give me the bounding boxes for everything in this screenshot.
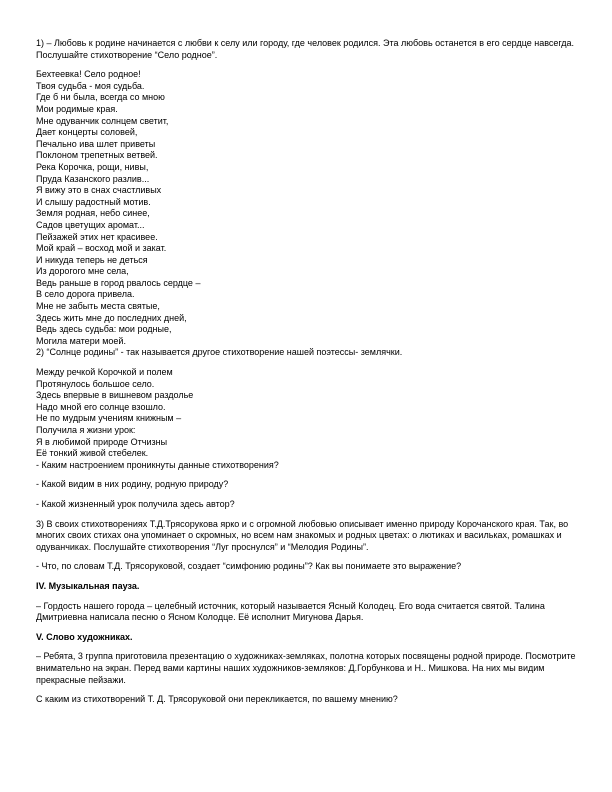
poem-line: Поклоном трепетных ветвей. (36, 150, 158, 161)
poem-line: Мне одуванчик солнцем светит, (36, 115, 169, 126)
poem-solntse-rodiny (36, 367, 576, 460)
poem-line: Её тонкий живой стебелек. (36, 448, 149, 459)
poem-line: В село дорога привела. (36, 289, 135, 300)
poem-line: Земля родная, небо синее, (36, 208, 150, 219)
poem-line: Здесь жить мне до последних дней, (36, 312, 187, 323)
poem-line: Дает концерты соловей, (36, 127, 138, 138)
poem-line: Садов цветущих аромат... (36, 219, 145, 230)
poem-line: Я в любимой природе Отчизны (36, 436, 168, 447)
poem-selo-rodnoe (36, 69, 576, 347)
paragraph-4: – Гордость нашего города – целебный источник, который называется Ясный Колодец. Его вода считается святой. Талина Дмитриевна написала песню о Ясном Колодце. Её исполнит Мигунова Дарья. (36, 600, 545, 623)
question-2: - Какой видим в них родину, родную природу? (36, 479, 229, 490)
section-heading-artists: V. Слово художниках. (36, 631, 133, 642)
paragraph-1: 1) – Любовь к родине начинается с любви к селу или городу, где человек родился. Эта любовь останется в его сердце навсегда. Послушайте стихотворение “Село родное”. (36, 38, 575, 60)
poem-line: Получила я жизни урок: (36, 425, 136, 435)
poem-line: Мои родимые края. (36, 103, 118, 114)
poem-line: Здесь впервые в вишневом раздолье (36, 390, 194, 401)
poem-line: Пейзажей этих нет красивее. (36, 231, 158, 242)
poem-line: И слышу радостный мотив. (36, 196, 151, 207)
poem-line: Пруда Казанского разлив... (36, 173, 150, 184)
question-3: - Какой жизненный урок получила здесь автор? (36, 498, 235, 509)
poem-line: Печально ива шлет приветы (36, 138, 156, 149)
poem-line: Твоя судьба - моя судьба. (36, 80, 145, 91)
paragraph-5: – Ребята, 3 группа приготовила презентацию о художниках-земляках, полотна которых посвящены родной природе. Посмотрите внимательно на экран. Перед вами картины наших художников-земляков: Д.Горбункова и Н.. Мишкова. На них мы видим прекрасные пейзажи. (36, 651, 576, 685)
poem-line: Река Корочка, рощи, нивы, (36, 161, 149, 172)
poem-line: Могила матери моей. (36, 335, 126, 346)
poem-line: Мне не забыть места святые, (36, 301, 160, 312)
poem-line: Ведь раньше в город рвалось сердце – (36, 277, 201, 288)
poem-line: Где б ни была, всегда со мною (36, 92, 165, 103)
question-1: - Каким настроением проникнуты данные стихотворения? (36, 459, 279, 470)
poem-line: Мой край – восход мой и закат. (36, 243, 167, 254)
section-heading-music-pause: IV. Музыкальная пауза. (36, 580, 140, 591)
poem-line: Протянулось большое село. (36, 378, 155, 389)
poem-line: Из дорогого мне села, (36, 266, 129, 277)
poem-line: Между речкой Корочкой и полем (36, 367, 173, 378)
poem-line: Бехтеевка! Село родное! (36, 69, 141, 80)
poem-line: Ведь здесь судьба: мои родные, (36, 324, 172, 335)
paragraph-3: 3) В своих стихотворениях Т.Д.Трясорукова ярко и с огромной любовью описывает именно природу Корочанского края. Так, во многих своих стихах она упоминает о скромных, но всем нам знакомых и родных цветах: о лютиках и васильках, ромашках и одуванчиках. Послушайте стихотворения “Луг проснулся” и “Мелодия Родины”. (36, 518, 569, 552)
document-page (36, 38, 576, 714)
paragraph-2: 2) “Солнце родины” - так называется другое стихотворение нашей поэтессы- землячки. (36, 347, 403, 358)
poem-line: Я вижу это в снах счастливых (36, 185, 162, 196)
poem-line: Надо мной его солнце взошло. (36, 401, 166, 412)
question-4: - Что, по словам Т.Д. Трясоруковой, создает “симфонию родины”? Как вы понимаете это выражение? (36, 561, 462, 572)
poem-line: Не по мудрым учениям книжным – (36, 413, 182, 424)
poem-line: И никуда теперь не деться (36, 254, 148, 265)
paragraph-6: С каким из стихотворений Т. Д. Трясоруковой они перекликается, по вашему мнению? (36, 694, 398, 705)
